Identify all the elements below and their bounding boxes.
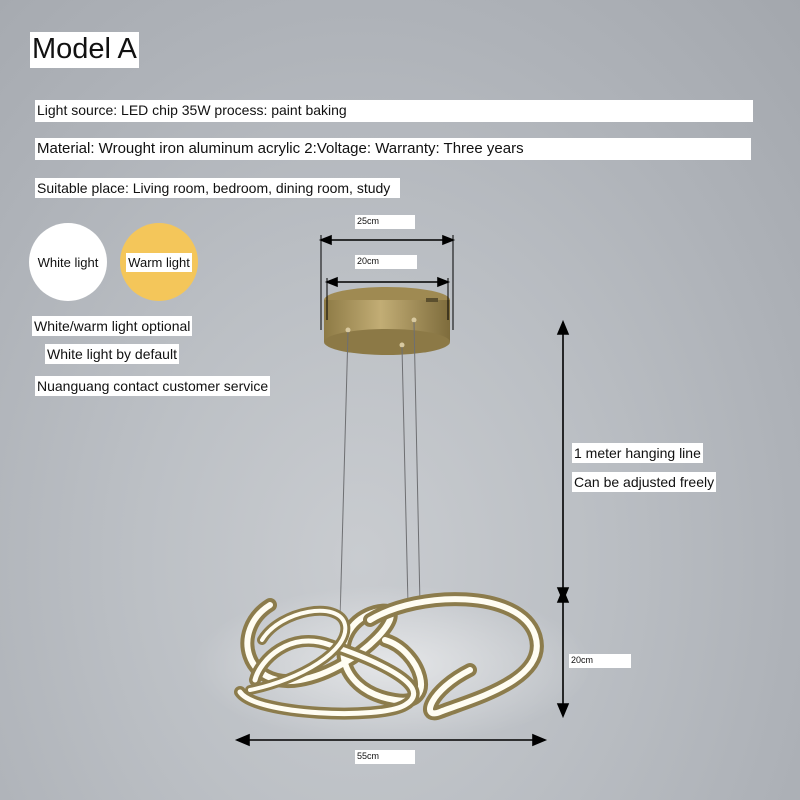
note-default: White light by default <box>47 346 177 362</box>
dim-width: 55cm <box>355 750 415 764</box>
dim-adjustable: Can be adjusted freely <box>574 474 715 490</box>
dim-canopy-outer: 25cm <box>355 215 415 229</box>
warm-light-swatch <box>120 223 198 301</box>
hanging-wires <box>340 322 420 620</box>
dim-hanging-line: 1 meter hanging line <box>574 445 701 461</box>
white-light-label: White light <box>37 254 99 270</box>
white-light-swatch <box>29 223 107 301</box>
page-title: Model A <box>30 32 139 68</box>
dim-height: 20cm <box>569 654 631 668</box>
note-optional: White/warm light optional <box>34 318 191 334</box>
spec-place: Suitable place: Living room, bedroom, dining room, study <box>35 178 400 198</box>
dim-canopy-inner: 20cm <box>355 255 417 269</box>
warm-light-label: Warm light <box>128 254 190 270</box>
note-contact: Nuanguang contact customer service <box>37 378 269 394</box>
spec-material: Material: Wrought iron aluminum acrylic 2:Voltage: Warranty: Three years <box>35 138 751 160</box>
spec-light-source: Light source: LED chip 35W process: paint baking <box>35 100 753 122</box>
ceiling-canopy <box>324 287 450 355</box>
